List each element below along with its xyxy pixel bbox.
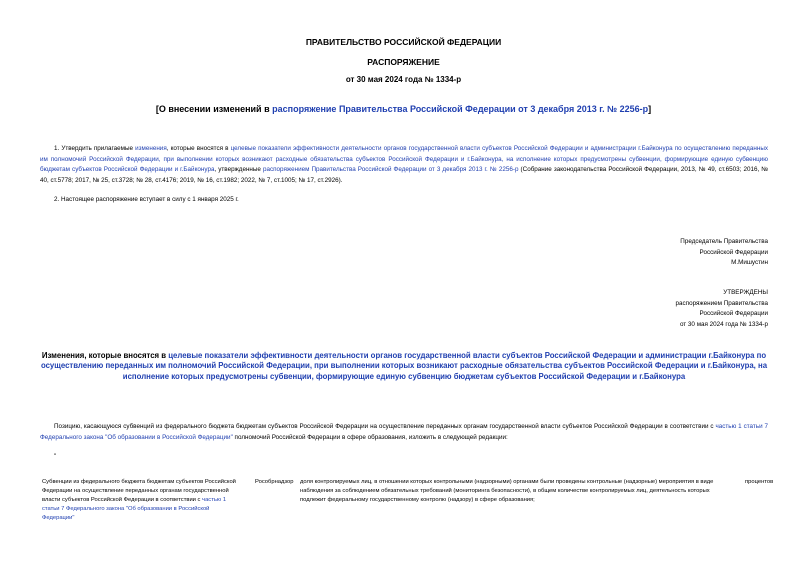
paragraph-1 xyxy=(40,144,768,186)
approval-title: УТВЕРЖДЕНЫ xyxy=(723,289,768,296)
table-cell-subvention xyxy=(42,478,238,523)
document-date-number: от 30 мая 2024 года № 1334-р xyxy=(345,75,462,84)
title-link[interactable]: распоряжение Правительства Российской Федерации от 3 декабря 2013 г. № 2256-р xyxy=(272,104,649,114)
law-link[interactable]: частью 1 статьи 7 Федерального закона "Об образовании в Российской Федерации" xyxy=(40,423,768,441)
table-cell-indicator: доля контролируемых лиц, в отношении которых контрольными (надзорными) органами были проведены контрольные (надзорные) мероприятия в виде наблюдения за соблюдением обязательных требований (мониторинга безопасности), в общем количестве контролируемых лиц, деятельность которых подлежит федеральному государственному контролю (надзору) в сфере образования; xyxy=(300,479,714,503)
order-link[interactable]: распоряжением Правительства Российской Федерации от 3 декабря 2013 г. № 2256-р xyxy=(262,166,519,174)
table-cell-unit: процентов xyxy=(745,479,774,485)
title-prefix: [О внесении изменений в xyxy=(155,104,273,114)
approval-line: Российской Федерации xyxy=(699,310,768,318)
changes-link[interactable]: изменения xyxy=(135,145,167,152)
signature-organization: Российской Федерации xyxy=(699,248,768,256)
title-suffix: ] xyxy=(648,104,652,114)
changes-heading-link[interactable]: целевые показатели эффективности деятельности органов государственной власти субъектов Российской Федерации и администрации г.Байконура по осуществлению переданных им полномочий Российской Федерации, при выполнении которых возникают расходные обязательства субъектов Российской Федерации и г.Байконура, на исполнение которых предусмотрены субвенции, формирующие единую субвенцию бюджетам субъектов Российской Федерации и г.Байконура xyxy=(40,351,768,381)
paragraph-1-text: 1. Утвердить прилагаемые xyxy=(54,145,136,152)
signature-position: Председатель Правительства xyxy=(680,238,768,245)
signature-name: М.Мишустин xyxy=(731,259,768,267)
paragraph-1-text: , утвержденные xyxy=(214,166,263,174)
document-title xyxy=(0,104,807,114)
targets-link[interactable]: целевые показатели эффективности деятельности органов государственной власти субъектов Российской Федерации и администрации г.Байконура по осуществлению переданных им полномочий Российской Федерации, при выполнении которых возникают расходные обязательства субъектов Российской Федерации и г.Байконура, на исполнение которых предусмотрены субвенции, формирующие единую субвенцию бюджетам субъектов Российской Федерации и г.Байконура xyxy=(40,145,768,174)
table-cell-text: Субвенции из федерального бюджета бюджетам субъектов Российской Федерации на осуществление переданных органам государственной власти субъектов Российской Федерации в соответствии с xyxy=(42,479,236,503)
paragraph-3 xyxy=(40,422,768,443)
paragraph-2: 2. Настоящее распоряжение вступает в силу с 1 января 2025 г. xyxy=(54,196,239,203)
paragraph-1-text: (Собрание законодательства Российской Федерации, 2013, № 49, ст.6503; 2016, № 40, ст.5778; 2017, № 25, ст.3728; № 28, ст.4176; 2019, № 16, ст.1982; 2022, № 7, ст.1005; № 17, ст.2926). xyxy=(40,166,769,184)
changes-heading-text: Изменения, которые вносятся в xyxy=(41,351,169,360)
organization-heading: ПРАВИТЕЛЬСТВО РОССИЙСКОЙ ФЕДЕРАЦИИ xyxy=(305,37,502,47)
paragraph-3-text: Позицию, касающуюся субвенций из федерального бюджета бюджетам субъектов Российской Федерации на осуществление переданных органам государственной власти субъектов Российской Федерации в соответствии с xyxy=(54,423,716,430)
document-type: РАСПОРЯЖЕНИЕ xyxy=(367,57,440,67)
opening-quote: " xyxy=(54,453,57,460)
changes-heading xyxy=(40,351,768,382)
signature-block xyxy=(680,237,768,269)
table-law-link[interactable]: частью 1 статьи 7 Федерального закона "Об образовании в Российской Федерации" xyxy=(42,497,227,521)
paragraph-1-text: , которые вносятся в xyxy=(166,145,231,152)
paragraph-3-text: полномочий Российской Федерации в сфере образования, изложить в следующей редакции: xyxy=(232,433,508,441)
approval-date: от 30 мая 2024 года № 1334-р xyxy=(679,320,768,328)
approval-line: распоряжением Правительства xyxy=(675,299,768,307)
table-cell-agency: Рособрнадзор xyxy=(255,479,294,485)
approval-block xyxy=(676,288,768,330)
